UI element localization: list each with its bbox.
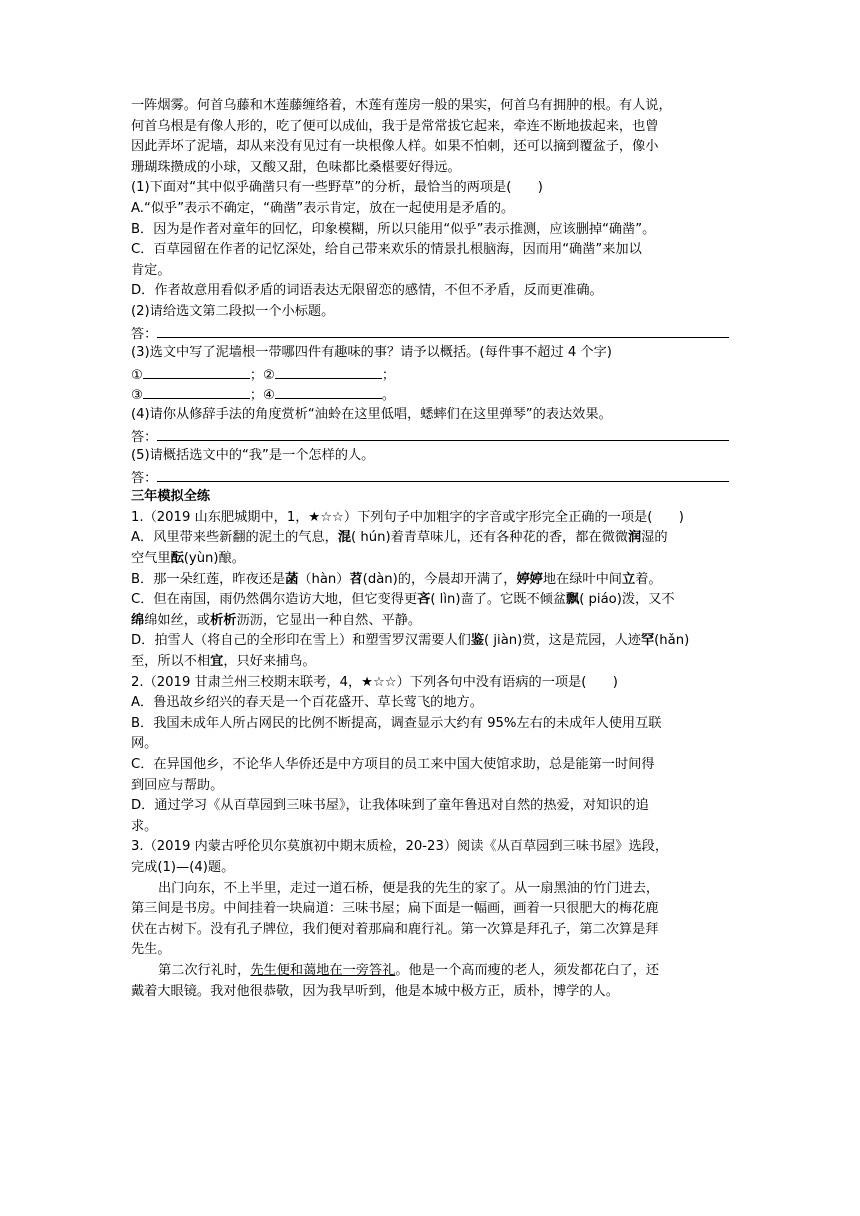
exercise-2-stem: 2.（2019 甘肃兰州三校期末联考，4，★☆☆）下列各句中没有语病的一项是( ) xyxy=(131,674,618,690)
bold-char: 罕 xyxy=(640,633,655,649)
passage2-line: 先生。 xyxy=(131,942,171,958)
blank-num: ① xyxy=(131,367,143,383)
text: ( hún)着青草味儿，还有各种花的香，都在微微 xyxy=(351,530,628,546)
bold-char: 婷婷 xyxy=(516,571,543,587)
ex2-option-d-cont: 求。 xyxy=(131,818,158,834)
ex2-option-c-cont: 到回应与帮助。 xyxy=(131,777,224,793)
answer-label: 答： xyxy=(131,429,158,445)
question-4-stem: (4)请你从修辞手法的角度赏析“油蛉在这里低唱，蟋蟀们在这里弹琴”的表达效果。 xyxy=(131,406,612,422)
answer-blank[interactable] xyxy=(157,467,729,482)
option-c: C．百草园留在作者的记忆深处，给自己带来欢乐的情景扎根脑海，因而用“确凿”来加以 xyxy=(131,242,642,258)
ex2-option-b-cont: 网。 xyxy=(131,736,158,752)
text: ( lìn)啬了。它既不倾盆 xyxy=(430,592,567,608)
blank-num: ③ xyxy=(131,388,143,404)
passage2-line: 出门向东，不上半里，走过一道石桥，便是我的先生的家了。从一扇黑油的竹门进去， xyxy=(158,880,660,896)
passage2-line: 第三间是书房。中间挂着一块扁道：三味书屋；扁下面是一幅画，画着一只很肥大的梅花鹿 xyxy=(131,901,659,917)
bold-char: 苕 xyxy=(349,571,363,587)
text: 第二次行礼时， xyxy=(158,962,251,978)
text: (hǎn) xyxy=(654,633,690,649)
exercise-3-stem-cont: 完成(1)—(4)题。 xyxy=(131,859,235,875)
text: B．那一朵红莲，昨夜还是 xyxy=(131,571,286,587)
option-d: D．作者故意用看似矛盾的词语表达无限留恋的感情，不但不矛盾，反而更准确。 xyxy=(131,283,603,299)
passage-line: 何首乌根是有像人形的，吃了便可以成仙，我于是常常拔它起来，牵连不断地拔起来，也曾 xyxy=(131,118,659,134)
ex2-option-a: A．鲁迅故乡绍兴的春天是一个百花盛开、草长莺飞的地方。 xyxy=(131,695,483,711)
bold-char: 吝 xyxy=(417,592,431,608)
answer-line xyxy=(131,426,731,447)
document-content xyxy=(131,96,731,1002)
text: C．但在南国，雨仍然偶尔造访大地，但它变得更 xyxy=(131,592,418,608)
bold-char: 混 xyxy=(337,530,352,546)
option-c-cont: 肯定。 xyxy=(131,262,171,278)
ex1-option-d-cont xyxy=(131,652,731,673)
blank-num: ；② xyxy=(249,367,275,383)
text: 沥沥，它显出一种自然、平静。 xyxy=(236,612,422,628)
passage2-line: 戴着大眼镜。我对他很恭敬，因为我早听到，他是本城中极方正，质朴，博学的人。 xyxy=(131,983,619,999)
text: (dàn)的，今晨却开满了， xyxy=(362,571,517,587)
text: (yùn)酿。 xyxy=(183,551,245,567)
passage2-line: 伏在古树下。没有孔子牌位，我们便对着那扁和鹿行礼。第一次算是拜孔子，第二次算是拜 xyxy=(131,921,659,937)
text: ( jiàn)赏，这是荒园，人迹 xyxy=(484,633,641,649)
answer-line xyxy=(131,467,731,488)
bold-char: 酝 xyxy=(170,551,184,567)
text: 至，所以不相 xyxy=(131,654,211,670)
answer-blank[interactable] xyxy=(143,384,250,399)
ex1-option-c xyxy=(131,590,731,611)
ex1-option-b xyxy=(131,570,731,591)
question-5-stem: (5)请概括选文中的“我”是一个怎样的人。 xyxy=(131,448,375,464)
bold-char: 绵 xyxy=(131,612,145,628)
answer-blank[interactable] xyxy=(275,364,382,379)
blanks-row-1 xyxy=(131,364,731,385)
text: 着。 xyxy=(635,571,662,587)
text: ( piáo)泼，又不 xyxy=(579,592,675,608)
text: 绵如丝，或 xyxy=(144,612,211,628)
ex1-option-a-cont xyxy=(131,549,731,570)
text: 空气里 xyxy=(131,551,171,567)
answer-blank[interactable] xyxy=(157,323,729,338)
answer-line xyxy=(131,323,731,344)
text: D．拍雪人（将自己的全形印在雪上）和塑雪罗汉需要人们 xyxy=(131,633,471,649)
passage-line: 一阵烟雾。何首乌藤和木莲藤缠络着，木莲有莲房一般的果实，何首乌有拥肿的根。有人说， xyxy=(131,98,672,113)
bold-char: 菡 xyxy=(285,571,299,587)
text: （hàn） xyxy=(298,571,350,587)
answer-blank[interactable] xyxy=(275,384,382,399)
answer-label: 答： xyxy=(131,470,158,486)
bold-char: 鉴 xyxy=(470,633,485,649)
ex2-option-c: C．在异国他乡，不论华人华侨还是中方项目的员工来中国大使馆求助，总是能第一时间得 xyxy=(131,757,655,772)
bold-char: 析析 xyxy=(210,612,237,628)
underlined-sentence: 先生便和蔼地在一旁答礼 xyxy=(250,962,396,978)
bold-char: 宜 xyxy=(210,654,224,670)
ex1-option-d xyxy=(131,631,731,652)
exercise-3-stem: 3.（2019 内蒙古呼伦贝尔莫旗初中期末质检，20-23）阅读《从百草园到三味书屋》选段， xyxy=(131,839,669,855)
blank-sep: ； xyxy=(381,367,396,383)
question-1-stem: (1)下面对“其中似乎确凿只有一些野草”的分析，最恰当的两项是( ) xyxy=(131,180,543,196)
bold-char: 飘 xyxy=(566,592,580,608)
text: A．风里带来些新翻的泥土的气息， xyxy=(131,530,338,546)
blank-sep: 。 xyxy=(381,388,396,404)
ex2-option-d: D．通过学习《从百草园到三味书屋》，让我体味到了童年鲁迅对自然的热爱，对知识的追 xyxy=(131,798,649,814)
passage-line: 珊瑚珠攒成的小球，又酸又甜，色味都比桑椹要好得远。 xyxy=(131,159,461,175)
option-a: A.“似乎”表示不确定，“确凿”表示肯定，放在一起使用是矛盾的。 xyxy=(131,200,515,216)
question-2-stem: (2)请给选文第二段拟一个小标题。 xyxy=(131,303,335,319)
ex1-option-a xyxy=(131,528,731,549)
text: 地在绿叶中间 xyxy=(542,571,622,587)
ex1-option-c-cont xyxy=(131,611,731,632)
text: ，只好来捕鸟。 xyxy=(223,654,316,670)
section-heading: 三年模拟全练 xyxy=(131,489,211,505)
question-3-stem: (3)选文中写了泥墙根一带哪四件有趣味的事？请予以概括。(每件事不超过 4 个字) xyxy=(131,345,612,361)
blank-num: ；④ xyxy=(249,388,275,404)
exercise-1-stem: 1.（2019 山东肥城期中，1，★☆☆）下列句子中加粗字的字音或字形完全正确的一项是( ) xyxy=(131,509,684,525)
blanks-row-2 xyxy=(131,384,731,405)
option-b: B．因为是作者对童年的回忆，印象模糊，所以只能用“似乎”表示推测，应该删掉“确凿”。 xyxy=(131,221,656,237)
text: 湿的 xyxy=(641,530,668,546)
answer-blank[interactable] xyxy=(157,426,729,441)
answer-blank[interactable] xyxy=(143,364,250,379)
passage-line: 因此弄坏了泥墙，却从来没有见过有一块根像人样。如果不怕刺，还可以摘到覆盆子，像小 xyxy=(131,139,659,155)
text: 。他是一个高而瘦的老人，须发都花白了，还 xyxy=(395,962,660,978)
passage2-line xyxy=(131,961,731,982)
ex2-option-b: B．我国未成年人所占网民的比例不断提高，调查显示大约有 95%左右的未成年人使用互联 xyxy=(131,715,662,731)
answer-label: 答： xyxy=(131,326,158,342)
bold-char: 润 xyxy=(627,530,642,546)
bold-char: 立 xyxy=(621,571,636,587)
